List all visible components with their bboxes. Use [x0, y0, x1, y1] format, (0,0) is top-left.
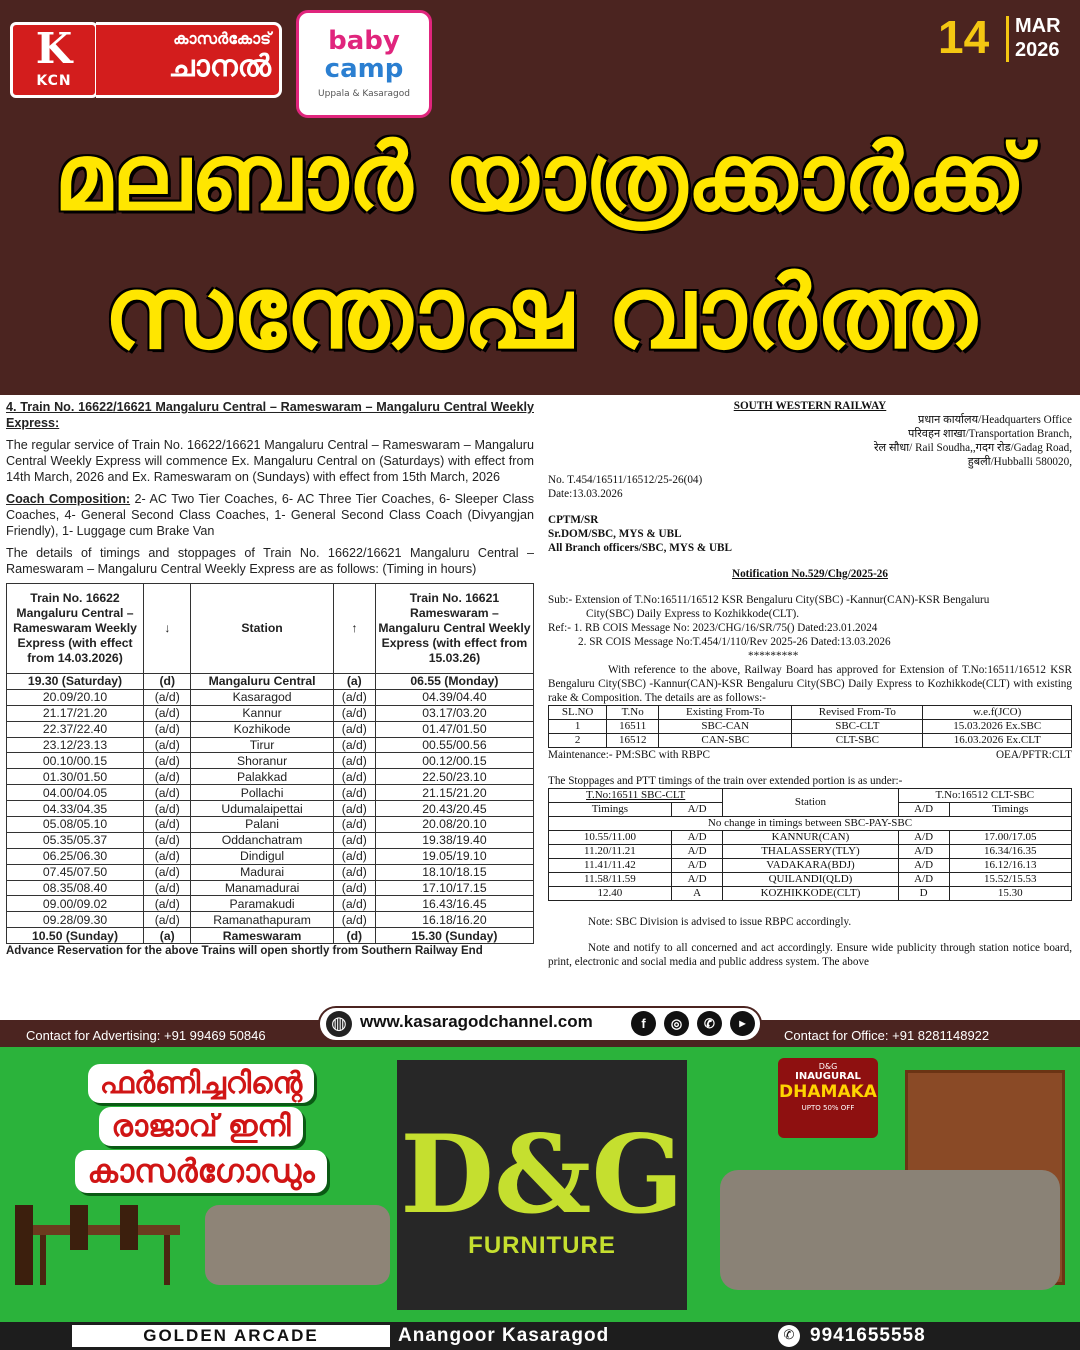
reservation-footnote: Advance Reservation for the above Trains will open shortly from Southern Railway End — [6, 945, 483, 958]
timetable-cell: Kasaragod — [191, 689, 333, 705]
notification-number: Notification No.529/Chg/2025-26 — [732, 568, 888, 580]
timetable-cell: 21.15/21.20 — [375, 785, 533, 801]
ad-tagline-line3: കാസർഗോഡും — [75, 1150, 326, 1193]
timetable-cell: Pollachi — [191, 785, 333, 801]
extension-header-cell: SL.NO — [549, 706, 607, 720]
sub-timings-1: Timings — [549, 803, 672, 817]
timetable-cell: 08.35/08.40 — [7, 880, 144, 896]
dg-logo-furniture: FURNITURE — [468, 1232, 616, 1259]
timetable-cell: 22.37/22.40 — [7, 721, 144, 737]
timetable-cell: Ramanathapuram — [191, 912, 333, 928]
subject-line: Sub:- Extension of T.No:16511/16512 KSR Bengaluru City(SBC) -Kannur(CAN)-KSR Bengaluru — [548, 594, 990, 606]
timetable-cell: 04.39/04.40 — [375, 689, 533, 705]
header-down-arrow: ↓ — [144, 584, 191, 674]
store-location: Anangoor Kasaragod — [398, 1325, 610, 1346]
coach-label: Coach Composition: — [6, 492, 131, 506]
timetable-cell: (a/d) — [144, 896, 191, 912]
header-16622: Train No. 16622 Mangaluru Central – Rameswaram Weekly Express (with effect from 14.03.2026) — [7, 584, 144, 674]
golden-arcade-label: GOLDEN ARCADE — [72, 1325, 390, 1347]
reference-number: No. T.454/16511/16512/25-26(04) — [548, 474, 703, 486]
stoppage-cell: 16.12/16.13 — [949, 859, 1071, 873]
stoppage-cell: A/D — [671, 873, 722, 887]
extension-table — [548, 705, 1072, 748]
timetable-row — [7, 689, 534, 705]
extension-cell: 15.03.2026 Ex.SBC — [923, 720, 1072, 734]
timetable-cell: Palani — [191, 817, 333, 833]
stoppage-cell: A/D — [898, 873, 949, 887]
timetable-cell: Palakkad — [191, 769, 333, 785]
timetable-cell: (a/d) — [144, 721, 191, 737]
notice-title: 4. Train No. 16622/16621 Mangaluru Central – Rameswaram – Mangaluru Central Weekly Express: — [6, 400, 534, 430]
recipient3: All Branch officers/SBC, MYS & UBL — [548, 542, 732, 554]
extension-cell: 1 — [549, 720, 607, 734]
stoppages-header-row — [549, 789, 1072, 803]
channel-logo — [96, 22, 282, 98]
train-16622-notice — [0, 395, 540, 1020]
stoppage-cell: THALASSERY(TLY) — [723, 845, 898, 859]
stoppages-train2: T.No:16512 CLT-SBC — [898, 789, 1071, 803]
timetable-cell: (a/d) — [144, 689, 191, 705]
maintenance-row — [548, 748, 1072, 762]
extension-cell: 2 — [549, 734, 607, 748]
extension-cell: 16512 — [607, 734, 659, 748]
stoppage-cell: 16.34/16.35 — [949, 845, 1071, 859]
timetable-cell: (a/d) — [144, 848, 191, 864]
stoppage-cell: KOZHIKKODE(CLT) — [723, 887, 898, 901]
kcn-logo-text: KCN — [36, 73, 72, 89]
store-phone[interactable]: 9941655558 — [810, 1325, 926, 1346]
timetable-cell: 23.12/23.13 — [7, 737, 144, 753]
stoppages-nochange-row — [549, 817, 1072, 831]
timetable-cell: 06.25/06.30 — [7, 848, 144, 864]
timetable-cell: 18.10/18.15 — [375, 864, 533, 880]
date-month-year — [1015, 14, 1061, 62]
timetable-row — [7, 864, 534, 880]
timetable-row — [7, 801, 534, 817]
stoppage-cell: 15.30 — [949, 887, 1071, 901]
timetable-row — [7, 928, 534, 944]
timetable-cell: (a/d) — [333, 880, 375, 896]
dhamaka-badge — [778, 1058, 878, 1138]
timetable-cell: 09.28/09.30 — [7, 912, 144, 928]
stoppage-row — [549, 831, 1072, 845]
rbpc-note: Note: SBC Division is advised to issue RBPC accordingly. — [588, 916, 852, 928]
timetable-row — [7, 737, 534, 753]
dhamaka-inaugural: INAUGURAL — [795, 1071, 861, 1082]
nochange-text: No change in timings between SBC-PAY-SBC — [549, 817, 1072, 831]
extension-row — [549, 720, 1072, 734]
recipient2: Sr.DOM/SBC, MYS & UBL — [548, 528, 682, 540]
extension-header-cell: w.e.f(JCO) — [923, 706, 1072, 720]
coach-composition — [6, 491, 534, 539]
stoppage-cell: A — [671, 887, 722, 901]
timetable-cell: (a/d) — [333, 785, 375, 801]
timetable-cell: (a/d) — [144, 912, 191, 928]
timetable-cell: Udumalaipettai — [191, 801, 333, 817]
timetable-cell: Kannur — [191, 705, 333, 721]
timetable-cell: 03.17/03.20 — [375, 705, 533, 721]
timetable-cell: Tirur — [191, 737, 333, 753]
timetable-cell: (a/d) — [333, 848, 375, 864]
address-line2: परिवहन शाखा/Transportation Branch, — [907, 428, 1072, 440]
timetable-cell: 21.17/21.20 — [7, 705, 144, 721]
stoppage-row — [549, 845, 1072, 859]
timetable-cell: (a/d) — [333, 689, 375, 705]
timetable-row — [7, 721, 534, 737]
extension-cell: SBC-CAN — [659, 720, 792, 734]
timetable-cell: 09.00/09.02 — [7, 896, 144, 912]
timetable-cell: (a/d) — [333, 817, 375, 833]
extension-header-cell: Existing From-To — [659, 706, 792, 720]
timetable-cell: 07.45/07.50 — [7, 864, 144, 880]
timetable-cell: (a/d) — [144, 832, 191, 848]
timetable-cell: 20.09/20.10 — [7, 689, 144, 705]
timetable-cell: (a/d) — [333, 769, 375, 785]
header-16621: Train No. 16621 Rameswaram – Mangaluru Central Weekly Express (with effect from 15.03.26) — [375, 584, 533, 674]
stoppage-cell: 12.40 — [549, 887, 672, 901]
timetable-16622 — [6, 583, 534, 944]
stoppage-cell: VADAKARA(BDJ) — [723, 859, 898, 873]
timetable-row — [7, 769, 534, 785]
timetable-cell: (a/d) — [144, 737, 191, 753]
timetable-cell: 17.10/17.15 — [375, 880, 533, 896]
date-year: 2026 — [1015, 39, 1060, 61]
notice-date: Date:13.03.2026 — [548, 488, 623, 500]
facebook-icon[interactable]: f — [631, 1011, 656, 1036]
timetable-cell: 19.30 (Saturday) — [7, 674, 144, 690]
stoppage-cell: 11.20/11.21 — [549, 845, 672, 859]
ad-tagline-line2: രാജാവ് ഇനി — [99, 1107, 302, 1146]
sofa-image-left — [205, 1205, 390, 1285]
extension-cell: SBC-CLT — [792, 720, 923, 734]
dg-logo-mark: D&G — [400, 1112, 684, 1238]
stoppage-cell: 17.00/17.05 — [949, 831, 1071, 845]
timetable-cell: (a/d) — [144, 880, 191, 896]
closing-text: Note and notify to all concerned and act accordingly. Ensure wide publicity through station notice board, print, electronic and social media and public address system. The above — [548, 942, 1072, 968]
timetable-cell: (a/d) — [144, 785, 191, 801]
instagram-icon[interactable]: ◎ — [664, 1011, 689, 1036]
headline-line1: മലബാർ യാത്രക്കാർക്ക് — [54, 124, 1026, 231]
kcn-logo-letter: K — [35, 24, 73, 73]
globe-icon: ◍ — [326, 1011, 352, 1037]
timetable-cell: 22.50/23.10 — [375, 769, 533, 785]
timetable-cell: (a/d) — [144, 801, 191, 817]
timetable-cell: (a/d) — [333, 896, 375, 912]
stoppages-train1: T.No:16511 SBC-CLT — [549, 789, 723, 803]
dhamaka-title: DHAMAKA — [779, 1082, 877, 1102]
website-link[interactable]: www.kasaragodchannel.com — [360, 1012, 593, 1031]
timetable-cell: (a/d) — [333, 864, 375, 880]
date-divider — [1006, 16, 1009, 62]
coach-text: 2- AC Two Tier Coaches, 6- AC Three Tier Coaches, 6- Sleeper Class Coaches, 4- General Second Class Coaches, 1- General Second Class Coach (Divyangjan Friendly), 1- Luggage cum Brake Van — [6, 492, 534, 538]
stoppage-cell: KANNUR(CAN) — [723, 831, 898, 845]
extension-row — [549, 734, 1072, 748]
extension-table-body — [549, 720, 1072, 748]
timetable-row — [7, 912, 534, 928]
notification-body: With reference to the above, Railway Board has approved for Extension of T.No:16511/16512 KSR Bengaluru City(SBC) -Kannur(CAN)-KSR Bengaluru City(SBC) Daily Express to Kozhikkode(CLT) with existing rake & Composition. The details are as follows:- — [548, 664, 1072, 704]
timetable-cell: (a/d) — [333, 912, 375, 928]
timetable-cell: (a/d) — [333, 753, 375, 769]
reference1: Ref:- 1. RB COIS Message No: 2023/CHG/16/SR/75() Dated:23.01.2024 — [548, 622, 878, 634]
timetable-cell: (a/d) — [144, 705, 191, 721]
stoppage-cell: A/D — [671, 831, 722, 845]
headline-line2: സന്തോഷ വാർത്ത — [103, 254, 977, 371]
stoppage-cell: A/D — [898, 831, 949, 845]
timetable-cell: (a/d) — [333, 721, 375, 737]
header-up-arrow: ↑ — [333, 584, 375, 674]
ad-tagline — [26, 1062, 376, 1195]
oea-text: OEA/PFTR:CLT — [995, 749, 1072, 761]
notice-para1: The regular service of Train No. 16622/16621 Mangaluru Central – Rameswaram – Mangaluru Central Weekly Express will commence Ex. Mangaluru Central on (Saturdays) with effect from 14th March, 2026 and Ex. Rameswaram on (Sundays) with effect from 15th March, 2026 — [6, 438, 534, 484]
office-contact: Contact for Office: +91 8281148922 — [784, 1028, 990, 1043]
recipient1: CPTM/SR — [548, 514, 599, 526]
advertising-contact: Contact for Advertising: +91 99469 50846 — [26, 1028, 266, 1043]
reference2: 2. SR COIS Message No:T.454/1/110/Rev 2025-26 Dated:13.03.2026 — [578, 636, 891, 648]
timetable-cell: 19.05/19.10 — [375, 848, 533, 864]
youtube-icon[interactable]: ▶ — [730, 1011, 755, 1036]
baby-camp-word1: baby — [328, 26, 400, 56]
baby-camp-word2: camp — [324, 54, 404, 84]
phone-icon: ✆ — [778, 1325, 800, 1347]
timetable-row — [7, 896, 534, 912]
address-line3: रेल सौधा/ Rail Soudha,,गदग रोड/Gadag Road, — [873, 442, 1072, 454]
extension-cell: 16.03.2026 Ex.CLT — [923, 734, 1072, 748]
stoppage-cell: A/D — [671, 859, 722, 873]
timetable-cell: (a/d) — [144, 864, 191, 880]
address-line4: हुबली/Hubballi 580020, — [967, 456, 1072, 468]
timetable-cell: Manamadurai — [191, 880, 333, 896]
sub-ad-2: A/D — [898, 803, 949, 817]
timetable-cell: 16.18/16.20 — [375, 912, 533, 928]
date-day: 14 — [938, 11, 990, 63]
stoppage-cell: 15.52/15.53 — [949, 873, 1071, 887]
timetable-cell: (a/d) — [144, 817, 191, 833]
extension-table-header — [549, 706, 1072, 720]
stoppages-body — [549, 831, 1072, 901]
timetable-cell: Kozhikode — [191, 721, 333, 737]
header-station: Station — [191, 584, 333, 674]
timetable-row — [7, 832, 534, 848]
timetable-cell: 15.30 (Sunday) — [375, 928, 533, 944]
timetable-cell: 10.50 (Sunday) — [7, 928, 144, 944]
timetable-cell: 00.55/00.56 — [375, 737, 533, 753]
timetable-cell: (d) — [144, 674, 191, 690]
baby-camp-tagline: Uppala & Kasaragod — [318, 89, 410, 99]
extension-cell: CAN-SBC — [659, 734, 792, 748]
date-month: MAR — [1015, 15, 1061, 37]
extension-header-cell: T.No — [607, 706, 659, 720]
stoppage-cell: 10.55/11.00 — [549, 831, 672, 845]
timetable-cell: Paramakudi — [191, 896, 333, 912]
timetable-cell: (d) — [333, 928, 375, 944]
timetable-row — [7, 880, 534, 896]
timetable-cell: (a/d) — [333, 801, 375, 817]
timetable-cell: (a) — [144, 928, 191, 944]
notice-para3: The details of timings and stoppages of Train No. 16622/16621 Mangaluru Central – Rameswaram – Mangaluru Central Weekly Express are as follows: (Timing in hours) — [6, 546, 534, 576]
stoppages-table — [548, 788, 1072, 901]
timetable-cell: 05.08/05.10 — [7, 817, 144, 833]
stoppage-cell: D — [898, 887, 949, 901]
timetable-cell: Shoranur — [191, 753, 333, 769]
stoppage-row — [549, 887, 1072, 901]
timetable-cell: Oddanchatram — [191, 832, 333, 848]
stoppage-row — [549, 873, 1072, 887]
timetable-cell: Madurai — [191, 864, 333, 880]
timetable-cell: (a) — [333, 674, 375, 690]
extension-cell: CLT-SBC — [792, 734, 923, 748]
sub-ad-1: A/D — [671, 803, 722, 817]
dining-table-image — [10, 1205, 200, 1285]
extension-cell: 16511 — [607, 720, 659, 734]
timetable-row — [7, 705, 534, 721]
maintenance-text: Maintenance:- PM:SBC with RBPC — [548, 749, 710, 761]
stoppages-station-header: Station — [723, 789, 898, 817]
timetable-cell: 01.30/01.50 — [7, 769, 144, 785]
kcn-logo — [10, 22, 98, 98]
timetable-cell: 04.33/04.35 — [7, 801, 144, 817]
whatsapp-icon[interactable]: ✆ — [697, 1011, 722, 1036]
baby-camp-logo — [296, 10, 432, 118]
timetable-cell: 00.10/00.15 — [7, 753, 144, 769]
address-line1: प्रधान कार्यालय/Headquarters Office — [917, 414, 1072, 426]
org-name: SOUTH WESTERN RAILWAY — [733, 400, 887, 412]
timetable-cell: (a/d) — [333, 705, 375, 721]
stoppage-cell: QUILANDI(QLD) — [723, 873, 898, 887]
timetable-cell: 16.43/16.45 — [375, 896, 533, 912]
timetable-cell: (a/d) — [144, 769, 191, 785]
timetable-cell: 04.00/04.05 — [7, 785, 144, 801]
timetable-cell: 20.43/20.45 — [375, 801, 533, 817]
timetable-cell: (a/d) — [333, 737, 375, 753]
timetable-row — [7, 848, 534, 864]
ad-tagline-line1: ഫർണിച്ചറിന്റെ — [88, 1064, 314, 1103]
sub-timings-2: Timings — [949, 803, 1071, 817]
timetable-cell: 06.55 (Monday) — [375, 674, 533, 690]
timetable-body — [7, 674, 534, 944]
timetable-cell: 01.47/01.50 — [375, 721, 533, 737]
channel-logo-line1: കാസർകോട് — [173, 29, 271, 48]
stoppage-cell: A/D — [671, 845, 722, 859]
timetable-header-row — [7, 584, 534, 674]
timetable-cell: 20.08/20.10 — [375, 817, 533, 833]
extension-header-cell: Revised From-To — [792, 706, 923, 720]
dhamaka-offer: UPTO 50% OFF — [801, 1104, 855, 1112]
timetable-row — [7, 817, 534, 833]
dhamaka-brand: D&G — [818, 1062, 838, 1071]
stoppage-cell: A/D — [898, 859, 949, 873]
stoppages-title: The Stoppages and PTT timings of the train over extended portion is as under:- — [548, 775, 903, 787]
timetable-cell: (a/d) — [333, 832, 375, 848]
timetable-row — [7, 753, 534, 769]
timetable-cell: Dindigul — [191, 848, 333, 864]
timetable-cell: 05.35/05.37 — [7, 832, 144, 848]
timetable-cell: 19.38/19.40 — [375, 832, 533, 848]
timetable-cell: (a/d) — [144, 753, 191, 769]
timetable-row — [7, 785, 534, 801]
separator-stars: ********* — [748, 650, 799, 662]
timetable-row — [7, 674, 534, 690]
channel-logo-line2: ചാനൽ — [168, 49, 271, 84]
stoppage-cell: A/D — [898, 845, 949, 859]
subject-line2: City(SBC) Daily Express to Kozhikkode(CLT). — [586, 608, 800, 620]
stoppage-cell: 11.41/11.42 — [549, 859, 672, 873]
timetable-cell: 00.12/00.15 — [375, 753, 533, 769]
stoppage-row — [549, 859, 1072, 873]
swr-notification — [540, 395, 1080, 1020]
stoppage-cell: 11.58/11.59 — [549, 873, 672, 887]
timetable-cell: Mangaluru Central — [191, 674, 333, 690]
sofa-image-right — [720, 1170, 1060, 1290]
timetable-cell: Rameswaram — [191, 928, 333, 944]
